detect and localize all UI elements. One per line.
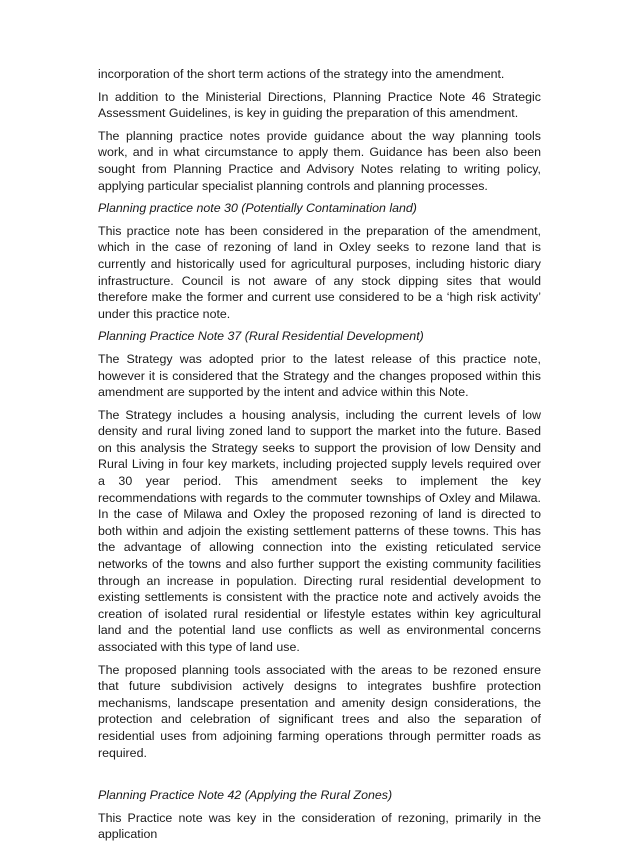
document-body <box>98 66 541 849</box>
paragraph-ministerial-directions: In addition to the Ministerial Directions, Planning Practice Note 46 Strategic Assessment Guidelines, is key in guiding the preparation of this amendment. <box>98 89 541 121</box>
paragraph-housing-analysis: The Strategy includes a housing analysis, including the current levels of low density and rural living zoned land to support the market into the future. Based on this analysis the Strategy seeks to support the provision of low Density and Rural Living in four key markets, including projected supply levels required over a 30 year period. This amendment seeks to implement the key recommendations with regards to the commuter townships of Oxley and Milawa. In the case of Milawa and Oxley the proposed rezoning of land is directed to both within and adjoin the existing settlement patterns of these towns. This has the advantage of allowing connection into the existing reticulated service networks of the towns and also further support the existing community facilities through an increase in population. Directing rural residential development to existing settlements is consistent with the practice note and actively avoids the creation of isolated rural residential or lifestyle estates within key agricultural land and the potential land use conflicts as well as environmental concerns associated with this type of land use. <box>98 407 541 654</box>
heading-practice-note-30: Planning practice note 30 (Potentially Contamination land) <box>98 201 417 216</box>
heading-practice-note-37: Planning Practice Note 37 (Rural Residential Development) <box>98 329 424 344</box>
paragraph-practice-note-30: This practice note has been considered in the preparation of the amendment, which in the case of rezoning of land in Oxley seeks to rezone land that is currently and historically used for agricultural purposes, including historic diary infrastructure. Council is not aware of any stock dipping sites that would therefore make the former and current use considered to be a ‘high risk activity’ under this practice note. <box>98 223 541 321</box>
paragraph-strategy-incorporation: incorporation of the short term actions of the strategy into the amendment. <box>98 67 505 81</box>
paragraph-practice-note-37: The Strategy was adopted prior to the latest release of this practice note, however it is considered that the Strategy and the changes proposed within this amendment are supported by the intent and advice within this Note. <box>98 351 541 400</box>
paragraph-planning-tools: The proposed planning tools associated with the areas to be rezoned ensure that future subdivision actively designs to integrates bushfire protection mechanisms, landscape presentation and amenity design considerations, the protection and celebration of significant trees and also the separation of residential uses from adjoining farming operations through permitter roads as required. <box>98 662 541 760</box>
heading-practice-note-42: Planning Practice Note 42 (Applying the Rural Zones) <box>98 788 393 803</box>
paragraph-practice-note-42: This Practice note was key in the consideration of rezoning, primarily in the application <box>98 810 541 842</box>
paragraph-planning-practice-notes: The planning practice notes provide guidance about the way planning tools work, and in what circumstance to apply them. Guidance has been also been sought from Planning Practice and Advisory Notes relating to writing policy, applying particular specialist planning controls and planning processes. <box>98 128 541 193</box>
